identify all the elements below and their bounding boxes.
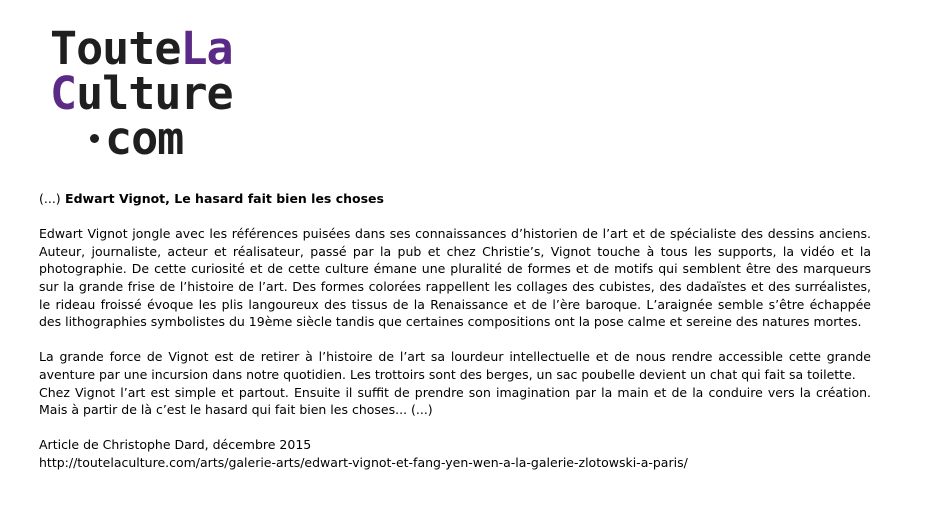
article-headline xyxy=(39,190,871,208)
article-paragraph-2 xyxy=(39,348,871,418)
logo-dot-icon xyxy=(90,134,99,143)
logo-line-1 xyxy=(50,22,233,75)
logo-line-3 xyxy=(90,112,184,165)
logo-text-com: com xyxy=(105,112,184,165)
headline-prefix: (...) xyxy=(39,191,61,206)
article-credit: Article de Christophe Dard, décembre 2015 xyxy=(39,437,312,453)
source-url-link[interactable]: http://toutelaculture.com/arts/galerie-arts/edwart-vignot-et-fang-yen-wen-a-la-galerie-zlotowski-a-paris/ xyxy=(39,454,688,470)
logo-text-toute: Toute xyxy=(50,22,181,75)
logo-text-la: La xyxy=(180,22,233,75)
logo-line-2 xyxy=(50,67,233,120)
paragraph-2-line-1: La grande force de Vignot est de retirer à l’histoire de l’art sa lourdeur intellectuelle et de nous rendre accessible cette grande aventure par une incursion dans notre quotidien. Les trottoirs sont des berges, un sac poubelle devient un chat qui fait sa toilette. xyxy=(39,349,871,382)
article-paragraph-1: Edwart Vignot jongle avec les références puisées dans ses connaissances d’historien de l’art et de spécialiste des dessins anciens. Auteur, journaliste, acteur et réalisateur, passé par la pub et chez Christie’s, Vignot touche à tous les supports, la vidéo et la photographie. De cette curiosité et de cette culture émane une pluralité de formes et de motifs qui semblent être des marqueurs sur la grande frise de l’histoire de l’art. Des formes colorées rappellent les collages des cubistes, des dadaïstes et des surréalistes, le rideau froissé évoque les plis langoureux des tissus de la Renaissance et de l’ère baroque. L’araignée semble s’être échappée des lithographies symbolistes du 19ème siècle tandis que certaines compositions ont la pose calme et sereine des natures mortes. xyxy=(39,226,871,330)
site-logo[interactable] xyxy=(50,22,280,165)
headline-text: Edwart Vignot, Le hasard fait bien les choses xyxy=(65,191,384,206)
logo-text-ulture: ulture xyxy=(76,67,233,120)
logo-text-c: C xyxy=(50,67,77,120)
article xyxy=(39,190,871,472)
article-footer xyxy=(39,436,871,471)
paragraph-2-line-2: Chez Vignot l’art est simple et partout. Ensuite il suffit de prendre son imagination par la main et de la conduire vers la création. Mais à partir de là c’est le hasard qui fait bien les choses... (...) xyxy=(39,384,871,418)
